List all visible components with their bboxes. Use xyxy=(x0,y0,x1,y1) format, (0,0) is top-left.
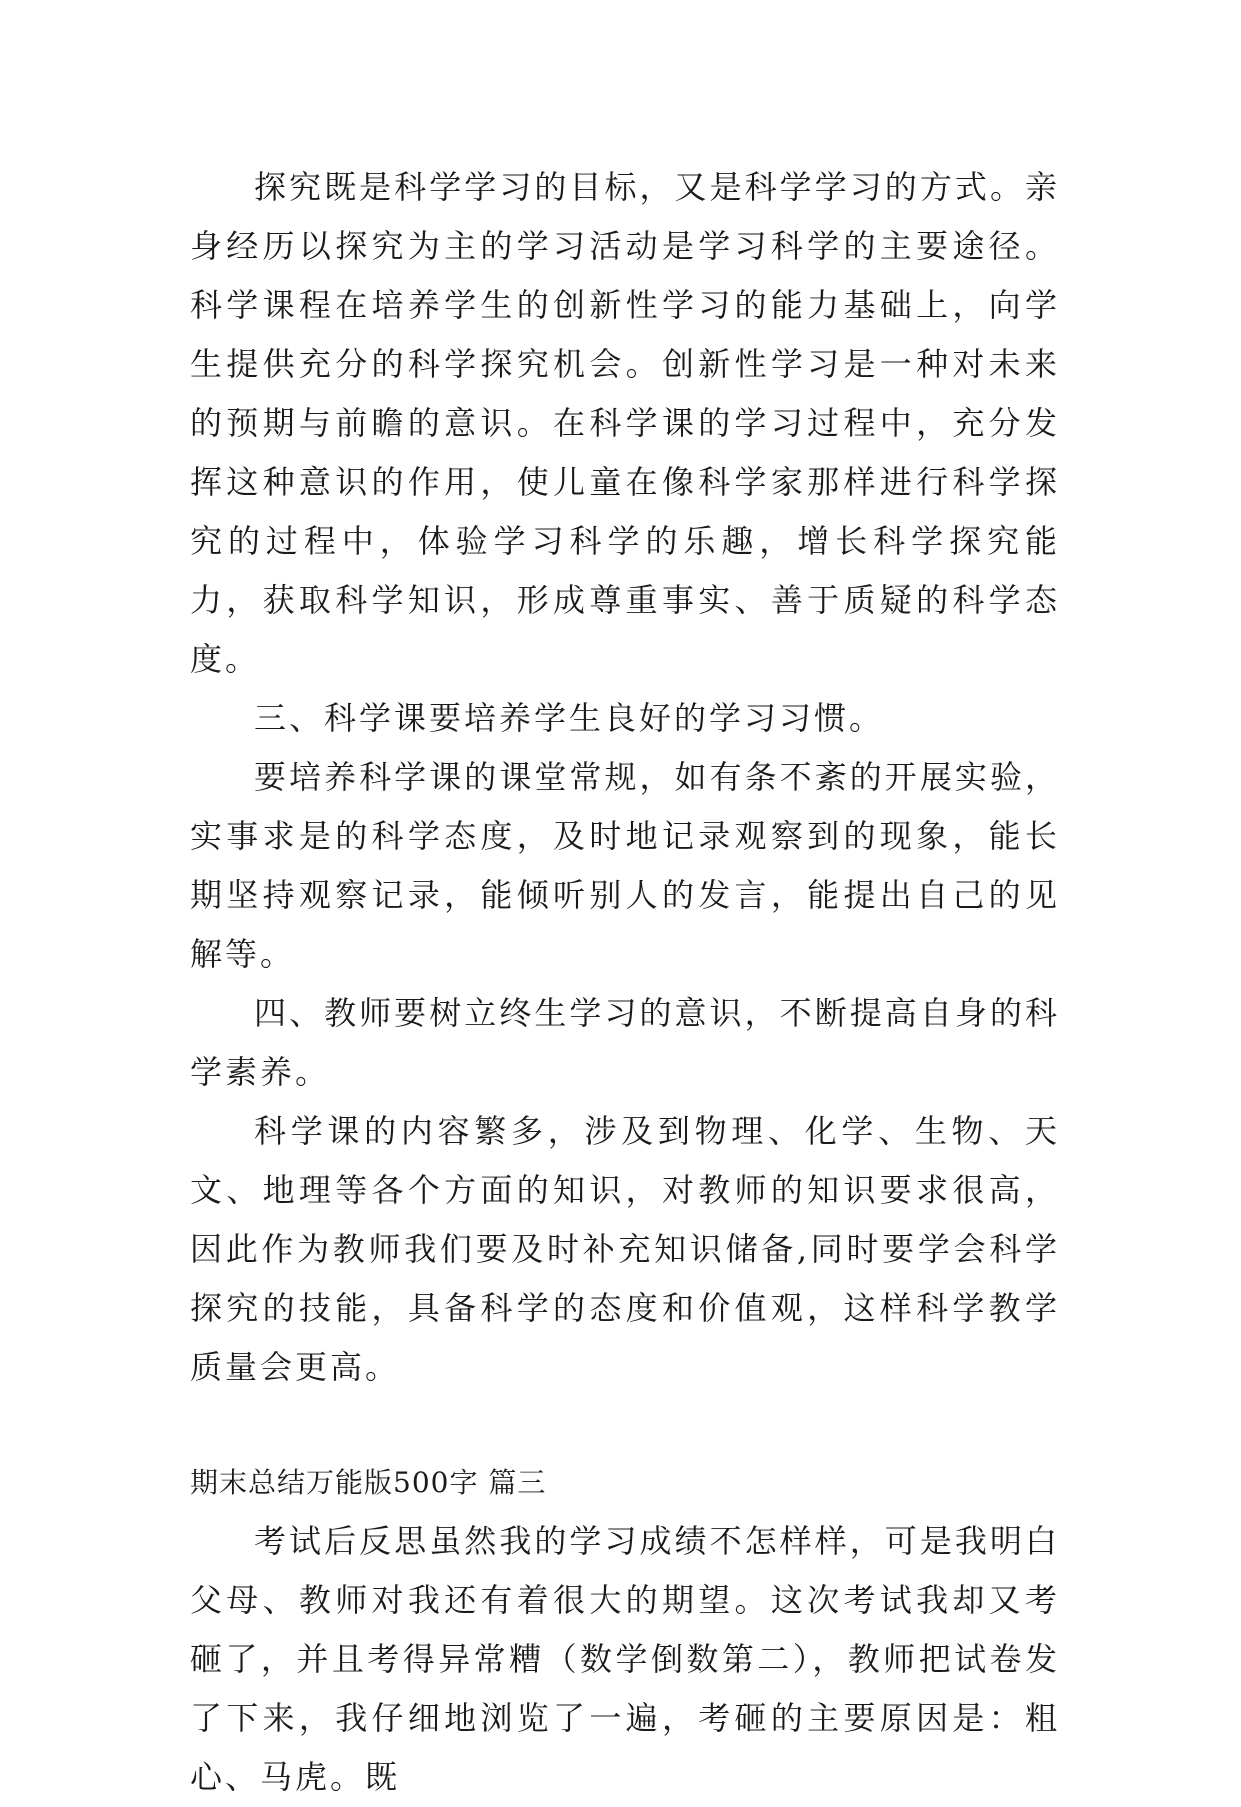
paragraph-heading-four: 四、教师要树立终生学习的意识，不断提高自身的科学素养。 xyxy=(190,994,1060,1091)
section-heading: 期末总结万能版500字 篇三 xyxy=(190,1466,547,1499)
paragraph-teacher-knowledge: 科学课的内容繁多，涉及到物理、化学、生物、天文、地理等各个方面的知识，对教师的知识要求很高，因此作为教师我们要及时补充知识储备,同时要学会科学探究的技能，具备科学的态度和价值观，这样科学教学质量会更高。 xyxy=(190,1112,1060,1386)
paragraph-inquiry: 探究既是科学学习的目标，又是科学学习的方式。亲身经历以探究为主的学习活动是学习科学的主要途径。科学课程在培养学生的创新性学习的能力基础上，向学生提供充分的科学探究机会。创新性学习是一种对未来的预期与前瞻的意识。在科学课的学习过程中，充分发挥这种意识的作用，使儿童在像科学家那样进行科学探究的过程中，体验学习科学的乐趣，增长科学探究能力，获取科学知识，形成尊重事实、善于质疑的科学态度。 xyxy=(190,168,1060,678)
document-body xyxy=(190,158,1060,1807)
paragraph-classroom-routine: 要培养科学课的课堂常规，如有条不紊的开展实验，实事求是的科学态度，及时地记录观察到的现象，能长期坚持观察记录，能倾听别人的发言，能提出自己的见解等。 xyxy=(190,758,1060,973)
paragraph-heading-three: 三、科学课要培养学生良好的学习习惯。 xyxy=(254,699,885,737)
section-spacer xyxy=(190,1397,1060,1453)
paragraph-exam-reflection: 考试后反思虽然我的学习成绩不怎样样，可是我明白父母、教师对我还有着很大的期望。这次考试我却又考砸了，并且考得异常糟（数学倒数第二），教师把试卷发了下来，我仔细地浏览了一遍，考砸的主要原因是：粗心、马虎。既 xyxy=(190,1522,1060,1796)
